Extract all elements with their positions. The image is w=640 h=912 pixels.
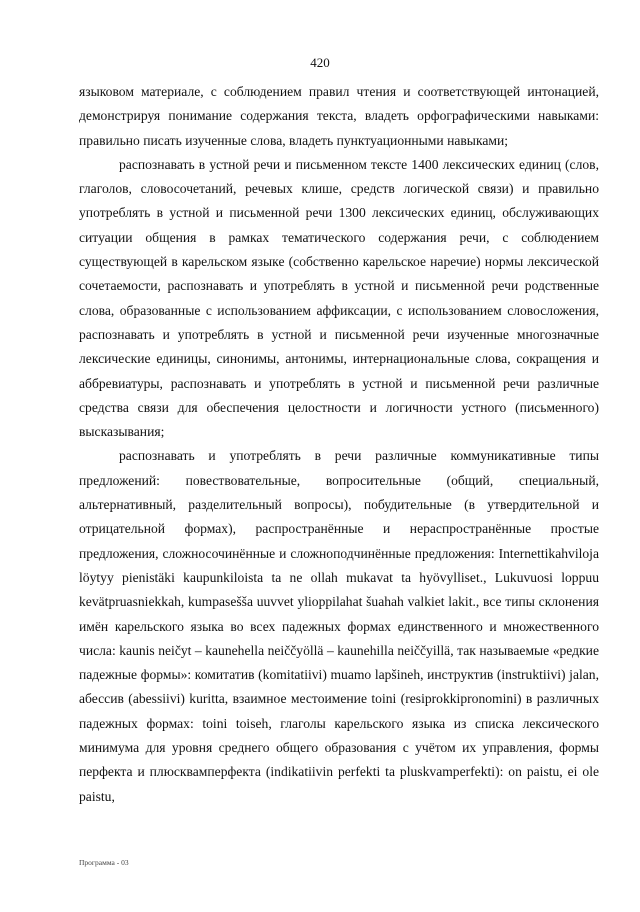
body-text xyxy=(79,80,599,809)
paragraph-2: распознавать в устной речи и письменном тексте 1400 лексических единиц (слов, глаголов, словосочетаний, речевых клише, средств логической связи) и правильно употреблять в устной и письменной речи 1300 лексических единиц, обслуживающих ситуации общения в рамках тематического содержания речи, с соблюдением существующей в карельском языке (собственно карельское наречие) нормы лексической сочетаемости, распознавать и употреблять в устной и письменной речи родственные слова, образованные с использованием аффиксации, с использованием словосложения, распознавать и употреблять в устной и письменной речи изученные многозначные лексические единицы, синонимы, антонимы, интернациональные слова, сокращения и аббревиатуры, распознавать и употреблять в устной и письменной речи различные средства связи для обеспечения целостности и логичности устного (письменного) высказывания; xyxy=(79,156,599,440)
page-footer: Программа - 03 xyxy=(79,858,129,867)
paragraph-3: распознавать и употреблять в речи различные коммуникативные типы предложений: повествовательные, вопросительные (общий, специальный, альтернативный, разделительный вопросы), побудительные (в утвердительной и отрицательной формах), распространённые и нераспространённые простые предложения, сложносочинённые и сложноподчинённые предложения: Internettikahviloja löytyy pienistäki kaupunkiloista ta ne ollah mukavat ta hyövylliset., Lukuvuosi loppuu kevätpruasniekkah, kumpasešša uuvvet ylioppilahat šuahah valkiet lakit., все типы склонения имён карельского языка во всех падежных формах единственного и множественного числа: kaunis neičyt – kaunehella neiččyöllä – kaunehilla neiččyillä, так называемые «редкие падежные формы»: комитатив (komitatiivi) muamo lapšineh, инструктив (instruktiivi) jalan, абессив (abessiivi) kuritta, взаимное местоимение toini (resiprokkipronomini) в различных падежных формах: toini toiseh, глаголы карельского языка из списка лексического минимума для уровня среднего общего образования с учётом их управления, формы перфекта и плюсквамперфекта (indikatiivin perfekti ta pluskvamperfekti): on paistu, ei ole paistu, xyxy=(79,448,599,804)
paragraph-1: языковом материале, с соблюдением правил чтения и соответствующей интонацией, демонстрируя понимание содержания текста, владеть орфографическими навыками: правильно писать изученные слова, владеть пунктуационными навыками; xyxy=(79,84,599,148)
page-number: 420 xyxy=(310,55,330,70)
